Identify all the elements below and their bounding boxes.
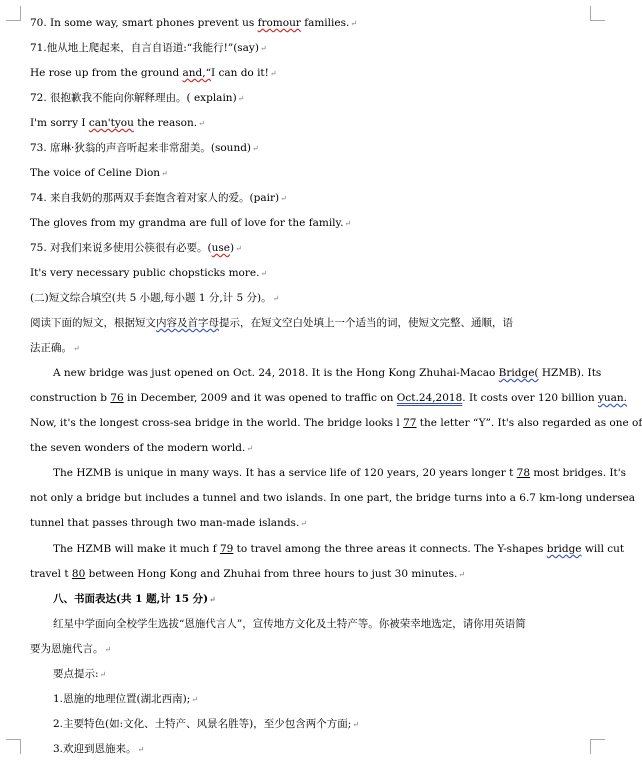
passage-p1-line3: Now, it's the longest cross-sea bridge in the world. The bridge looks l 77 the letter “Y”. It's also regarded as one of <box>30 417 642 429</box>
passage-p1-line4: the seven wonders of the modern world.↵ <box>30 442 253 454</box>
page-corner-mark <box>6 6 21 21</box>
page-corner-mark <box>6 739 21 754</box>
question-72: 72. 很抱歉我不能向你解释理由。( explain)↵ <box>30 92 245 104</box>
answer-72: I'm sorry I can'tyou the reason.↵ <box>30 117 205 129</box>
question-73: 73. 席琳·狄翁的声音听起来非常甜美。(sound)↵ <box>30 142 259 154</box>
writing-prompt-line1: 红星中学面向全校学生选拔“恩施代言人”，宣传地方文化及土特产等。你被荣幸地选定，请你用英语简 <box>53 618 526 630</box>
answer-71: He rose up from the ground and,“I can do it!↵ <box>30 67 277 79</box>
cloze-instructions-cont: 法正确。↵ <box>30 342 80 354</box>
answer-75: It's very necessary public chopsticks more.↵ <box>30 267 268 279</box>
question-71: 71.他从地上爬起来，自言自语道:“我能行!”(say)↵ <box>30 42 267 54</box>
question-74: 74. 来自我奶的那两双手套饱含着对家人的爱。(pair)↵ <box>30 192 287 204</box>
passage-p1-line2: construction b 76 in December, 2009 and it was opened to traffic on Oct.24,2018. It costs over 120 billion yuan. <box>30 392 628 404</box>
section-heading-writing: 八、书面表达(共 1 题,计 15 分)↵ <box>53 593 216 605</box>
writing-prompt-line2: 要为恩施代言。↵ <box>30 643 112 655</box>
sentence-70: 70. In some way, smart phones prevent us fromour families.↵ <box>30 17 358 29</box>
blank-79: 79 <box>219 543 234 555</box>
passage-p1-line1: A new bridge was just opened on Oct. 24, 2018. It is the Hong Kong Zhuhai-Macao Bridge( HZMB). Its <box>53 367 602 379</box>
blank-76: 76 <box>110 392 124 404</box>
writing-hint-1: 1.恩施的地理位置(湖北西南);↵ <box>53 693 198 705</box>
blank-77: 77 <box>403 417 417 429</box>
question-75: 75. 对我们来说多使用公筷很有必要。(use)↵ <box>30 242 242 254</box>
writing-hint-3: 3.欢迎到恩施来。↵ <box>53 743 145 755</box>
blank-78: 78 <box>516 467 531 479</box>
answer-74: The gloves from my grandma are full of love for the family.↵ <box>30 217 352 229</box>
passage-p2-line2: not only a bridge but includes a tunnel and two islands. In one part, the bridge turns into a 6.7 km-long undersea <box>30 492 635 504</box>
passage-p3-line1: The HZMB will make it much f 79 to travel among the three areas it connects. The Y-shapes bridge will cut <box>53 543 625 555</box>
passage-p3-line2: travel t 80 between Hong Kong and Zhuhai from three hours to just 30 minutes.↵ <box>30 568 466 580</box>
section-heading-cloze: (二)短文综合填空(共 5 小题,每小题 1 分,计 5 分)。↵ <box>30 292 280 304</box>
passage-p2-line1: The HZMB is unique in many ways. It has a service life of 120 years, 20 years longer t 78 most bridges. It's <box>53 467 627 479</box>
writing-hints-label: 要点提示:↵ <box>53 668 107 680</box>
cloze-instructions: 阅读下面的短文，根据短文内容及首字母提示，在短文空白处填上一个适当的词，使短文完整、通顺，语 <box>30 317 513 329</box>
page-corner-mark <box>590 6 605 21</box>
blank-80: 80 <box>71 568 86 580</box>
writing-hint-2: 2.主要特色(如:文化、土特产、风景名胜等)，至少包含两个方面;↵ <box>53 718 359 730</box>
passage-p2-line3: tunnel that passes through two man-made islands.↵ <box>30 517 307 529</box>
page-corner-mark <box>590 739 605 754</box>
answer-73: The voice of Celine Dion↵ <box>30 167 168 179</box>
